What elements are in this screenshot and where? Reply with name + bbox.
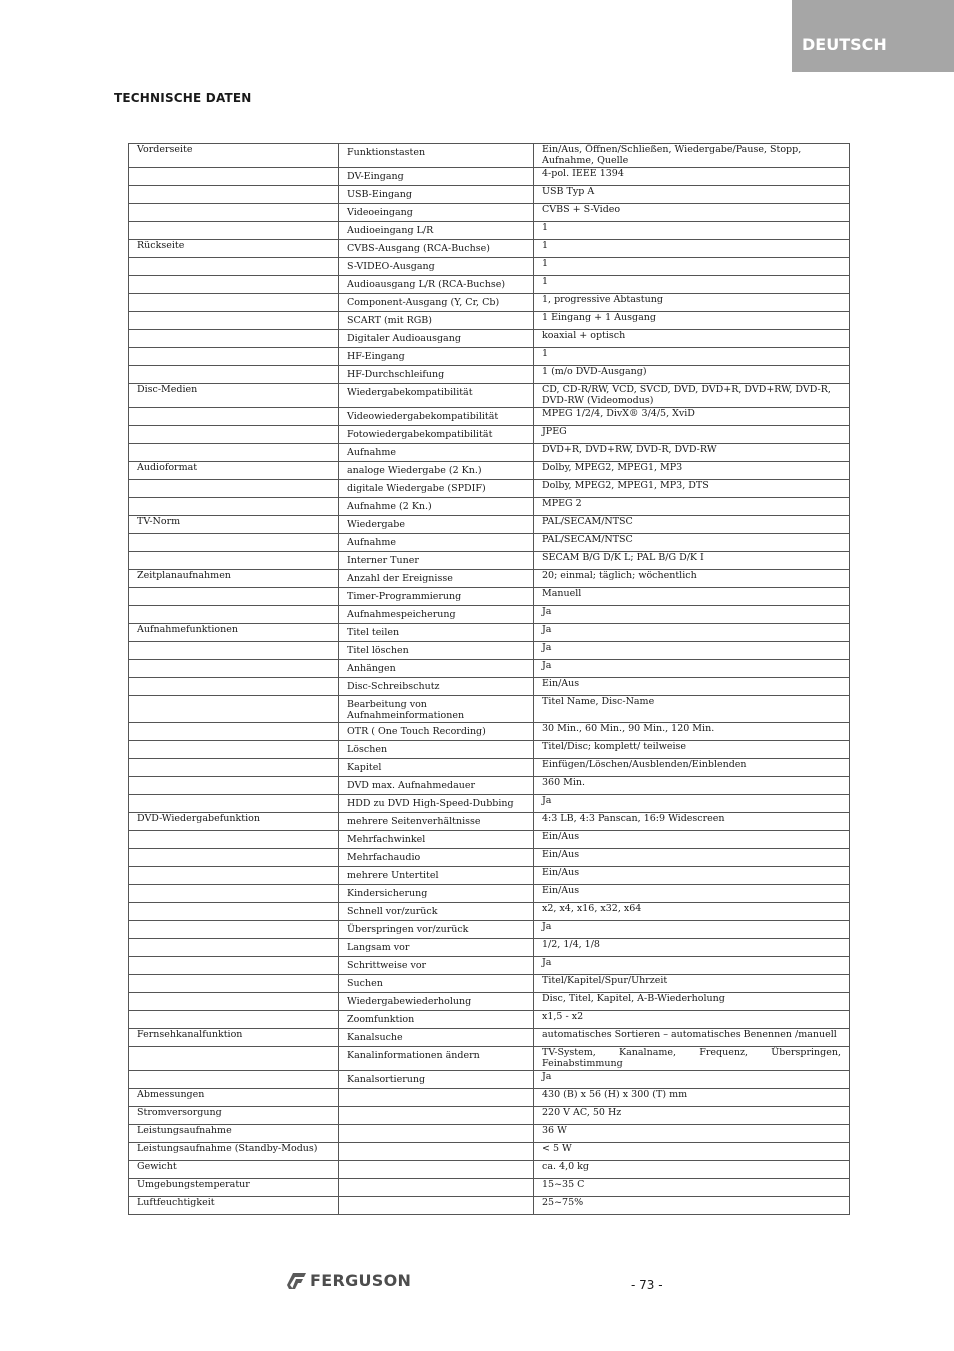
spec-feature: Aufnahmespeicherung xyxy=(339,606,534,624)
table-row xyxy=(129,498,850,516)
spec-value: USB Typ A xyxy=(534,186,850,204)
spec-value: TV-System, Kanalname, Frequenz, Überspringen, Feinabstimmung xyxy=(534,1047,850,1071)
spec-category xyxy=(129,939,339,957)
spec-value: 1 xyxy=(534,348,850,366)
table-row xyxy=(129,144,850,168)
spec-category: Vorderseite xyxy=(129,144,339,168)
spec-feature: Kanalsortierung xyxy=(339,1071,534,1089)
table-row xyxy=(129,831,850,849)
spec-value: CD, CD-R/RW, VCD, SVCD, DVD, DVD+R, DVD+RW, DVD-R, DVD-RW (Videomodus) xyxy=(534,384,850,408)
spec-feature: Component-Ausgang (Y, Cr, Cb) xyxy=(339,294,534,312)
spec-value: automatisches Sortieren – automatisches Benennen /manuell xyxy=(534,1029,850,1047)
spec-category xyxy=(129,777,339,795)
spec-value: ca. 4,0 kg xyxy=(534,1161,850,1179)
spec-category xyxy=(129,498,339,516)
spec-feature: Audioausgang L/R (RCA-Buchse) xyxy=(339,276,534,294)
spec-feature: HF-Durchschleifung xyxy=(339,366,534,384)
spec-feature: Fotowiedergabekompatibilität xyxy=(339,426,534,444)
spec-category xyxy=(129,831,339,849)
spec-value: Ja xyxy=(534,642,850,660)
spec-value: MPEG 2 xyxy=(534,498,850,516)
table-row xyxy=(129,678,850,696)
spec-category xyxy=(129,759,339,777)
spec-category xyxy=(129,348,339,366)
spec-feature: Wiedergabewiederholung xyxy=(339,993,534,1011)
spec-value: 1/2, 1/4, 1/8 xyxy=(534,939,850,957)
spec-category xyxy=(129,885,339,903)
spec-category xyxy=(129,408,339,426)
spec-feature: Videowiedergabekompatibilität xyxy=(339,408,534,426)
spec-value: Ein/Aus xyxy=(534,831,850,849)
spec-feature: Langsam vor xyxy=(339,939,534,957)
table-row xyxy=(129,186,850,204)
spec-value: Ein/Aus, Öffnen/Schließen, Wiedergabe/Pause, Stopp, Aufnahme, Quelle xyxy=(534,144,850,168)
spec-value: 1 (m/o DVD-Ausgang) xyxy=(534,366,850,384)
spec-feature: Kanalsuche xyxy=(339,1029,534,1047)
spec-feature: Überspringen vor/zurück xyxy=(339,921,534,939)
spec-feature: Löschen xyxy=(339,741,534,759)
spec-category: Abmessungen xyxy=(129,1089,339,1107)
spec-value: 1 xyxy=(534,276,850,294)
spec-value: Ja xyxy=(534,660,850,678)
table-row xyxy=(129,408,850,426)
spec-feature: HDD zu DVD High-Speed-Dubbing xyxy=(339,795,534,813)
spec-feature xyxy=(339,1089,534,1107)
spec-value: Ein/Aus xyxy=(534,678,850,696)
spec-feature: mehrere Seitenverhältnisse xyxy=(339,813,534,831)
spec-category: Leistungsaufnahme (Standby-Modus) xyxy=(129,1143,339,1161)
table-row xyxy=(129,204,850,222)
spec-feature: Aufnahme (2 Kn.) xyxy=(339,498,534,516)
spec-feature: Mehrfachaudio xyxy=(339,849,534,867)
spec-feature xyxy=(339,1179,534,1197)
spec-feature: digitale Wiedergabe (SPDIF) xyxy=(339,480,534,498)
spec-feature: Zoomfunktion xyxy=(339,1011,534,1029)
spec-value: Einfügen/Löschen/Ausblenden/Einblenden xyxy=(534,759,850,777)
table-row xyxy=(129,276,850,294)
table-row xyxy=(129,849,850,867)
table-row xyxy=(129,1161,850,1179)
table-row xyxy=(129,921,850,939)
spec-value: 1, progressive Abtastung xyxy=(534,294,850,312)
spec-category xyxy=(129,723,339,741)
spec-value: Titel Name, Disc-Name xyxy=(534,696,850,723)
spec-value: 1 Eingang + 1 Ausgang xyxy=(534,312,850,330)
spec-feature xyxy=(339,1197,534,1215)
spec-value: x1,5 - x2 xyxy=(534,1011,850,1029)
spec-value: Dolby, MPEG2, MPEG1, MP3, DTS xyxy=(534,480,850,498)
spec-category xyxy=(129,168,339,186)
spec-feature: Aufnahme xyxy=(339,534,534,552)
spec-value: Ja xyxy=(534,1071,850,1089)
table-row xyxy=(129,1143,850,1161)
spec-feature: analoge Wiedergabe (2 Kn.) xyxy=(339,462,534,480)
spec-table-body xyxy=(129,144,850,1215)
table-row xyxy=(129,1047,850,1071)
spec-value: 15~35 C xyxy=(534,1179,850,1197)
table-row xyxy=(129,939,850,957)
spec-value: < 5 W xyxy=(534,1143,850,1161)
spec-category xyxy=(129,294,339,312)
table-row xyxy=(129,795,850,813)
spec-category xyxy=(129,534,339,552)
spec-category xyxy=(129,444,339,462)
spec-category xyxy=(129,903,339,921)
spec-feature: Schnell vor/zurück xyxy=(339,903,534,921)
language-label: DEUTSCH xyxy=(802,35,887,54)
spec-feature xyxy=(339,1143,534,1161)
spec-feature: DV-Eingang xyxy=(339,168,534,186)
spec-feature xyxy=(339,1107,534,1125)
spec-category xyxy=(129,642,339,660)
table-row xyxy=(129,312,850,330)
spec-category xyxy=(129,186,339,204)
spec-feature: Suchen xyxy=(339,975,534,993)
spec-feature: Anhängen xyxy=(339,660,534,678)
spec-category xyxy=(129,957,339,975)
spec-category: Rückseite xyxy=(129,240,339,258)
spec-value: 4:3 LB, 4:3 Panscan, 16:9 Widescreen xyxy=(534,813,850,831)
spec-category: Audioformat xyxy=(129,462,339,480)
spec-category xyxy=(129,276,339,294)
spec-value: PAL/SECAM/NTSC xyxy=(534,534,850,552)
spec-value: 1 xyxy=(534,240,850,258)
table-row xyxy=(129,1107,850,1125)
spec-category xyxy=(129,258,339,276)
spec-category xyxy=(129,552,339,570)
spec-feature: Videoeingang xyxy=(339,204,534,222)
spec-value: MPEG 1/2/4, DivX® 3/4/5, XviD xyxy=(534,408,850,426)
spec-category xyxy=(129,741,339,759)
spec-category xyxy=(129,222,339,240)
spec-value: x2, x4, x16, x32, x64 xyxy=(534,903,850,921)
spec-category: DVD-Wiedergabefunktion xyxy=(129,813,339,831)
spec-value: koaxial + optisch xyxy=(534,330,850,348)
spec-feature: Schrittweise vor xyxy=(339,957,534,975)
spec-feature: Wiedergabekompatibilität xyxy=(339,384,534,408)
table-row xyxy=(129,723,850,741)
spec-value: Ein/Aus xyxy=(534,867,850,885)
spec-category: Gewicht xyxy=(129,1161,339,1179)
table-row xyxy=(129,660,850,678)
spec-value: 4-pol. IEEE 1394 xyxy=(534,168,850,186)
spec-value: Ein/Aus xyxy=(534,885,850,903)
spec-category xyxy=(129,330,339,348)
spec-feature: USB-Eingang xyxy=(339,186,534,204)
table-row xyxy=(129,366,850,384)
spec-category: Aufnahmefunktionen xyxy=(129,624,339,642)
spec-category: TV-Norm xyxy=(129,516,339,534)
spec-feature: Kapitel xyxy=(339,759,534,777)
spec-category xyxy=(129,1071,339,1089)
spec-feature: mehrere Untertitel xyxy=(339,867,534,885)
spec-value: Titel/Disc; komplett/ teilweise xyxy=(534,741,850,759)
table-row xyxy=(129,1011,850,1029)
table-row xyxy=(129,168,850,186)
spec-category xyxy=(129,795,339,813)
table-row xyxy=(129,516,850,534)
spec-feature: Interner Tuner xyxy=(339,552,534,570)
spec-category xyxy=(129,678,339,696)
spec-category xyxy=(129,366,339,384)
spec-value: Titel/Kapitel/Spur/Uhrzeit xyxy=(534,975,850,993)
spec-value: 36 W xyxy=(534,1125,850,1143)
spec-category xyxy=(129,993,339,1011)
brand-logo xyxy=(287,1271,411,1290)
spec-value: 430 (B) x 56 (H) x 300 (T) mm xyxy=(534,1089,850,1107)
spec-value: Dolby, MPEG2, MPEG1, MP3 xyxy=(534,462,850,480)
table-row xyxy=(129,1071,850,1089)
table-row xyxy=(129,813,850,831)
spec-feature: Timer-Programmierung xyxy=(339,588,534,606)
spec-category xyxy=(129,849,339,867)
table-row xyxy=(129,348,850,366)
spec-category xyxy=(129,975,339,993)
table-row xyxy=(129,885,850,903)
table-row xyxy=(129,570,850,588)
table-row xyxy=(129,696,850,723)
table-row xyxy=(129,1197,850,1215)
spec-category xyxy=(129,696,339,723)
ferguson-logo-icon xyxy=(287,1272,307,1290)
spec-feature xyxy=(339,1161,534,1179)
table-row xyxy=(129,462,850,480)
table-row xyxy=(129,957,850,975)
spec-feature: Wiedergabe xyxy=(339,516,534,534)
spec-table xyxy=(128,143,850,1215)
spec-value: CVBS + S-Video xyxy=(534,204,850,222)
spec-feature: Funktionstasten xyxy=(339,144,534,168)
spec-value: 360 Min. xyxy=(534,777,850,795)
spec-feature xyxy=(339,1125,534,1143)
table-row xyxy=(129,330,850,348)
spec-feature: Aufnahme xyxy=(339,444,534,462)
table-row xyxy=(129,777,850,795)
spec-value: Ja xyxy=(534,606,850,624)
table-row xyxy=(129,588,850,606)
spec-feature: Titel löschen xyxy=(339,642,534,660)
spec-category xyxy=(129,1011,339,1029)
spec-feature: S-VIDEO-Ausgang xyxy=(339,258,534,276)
table-row xyxy=(129,426,850,444)
spec-feature: Digitaler Audioausgang xyxy=(339,330,534,348)
spec-category: Umgebungstemperatur xyxy=(129,1179,339,1197)
spec-category: Luftfeuchtigkeit xyxy=(129,1197,339,1215)
spec-value: Ja xyxy=(534,795,850,813)
table-row xyxy=(129,867,850,885)
table-row xyxy=(129,1029,850,1047)
spec-value: Manuell xyxy=(534,588,850,606)
table-row xyxy=(129,903,850,921)
spec-feature: Titel teilen xyxy=(339,624,534,642)
spec-value: 1 xyxy=(534,222,850,240)
table-row xyxy=(129,993,850,1011)
spec-value: Ein/Aus xyxy=(534,849,850,867)
spec-category xyxy=(129,204,339,222)
table-row xyxy=(129,222,850,240)
table-row xyxy=(129,1125,850,1143)
table-row xyxy=(129,1089,850,1107)
table-row xyxy=(129,240,850,258)
spec-value: 30 Min., 60 Min., 90 Min., 120 Min. xyxy=(534,723,850,741)
page-number: - 73 - xyxy=(631,1278,663,1292)
spec-value: SECAM B/G D/K L; PAL B/G D/K I xyxy=(534,552,850,570)
table-row xyxy=(129,384,850,408)
table-row xyxy=(129,759,850,777)
spec-value: 25~75% xyxy=(534,1197,850,1215)
table-row xyxy=(129,975,850,993)
spec-feature: HF-Eingang xyxy=(339,348,534,366)
spec-category xyxy=(129,660,339,678)
spec-value: Disc, Titel, Kapitel, A-B-Wiederholung xyxy=(534,993,850,1011)
spec-feature: CVBS-Ausgang (RCA-Buchse) xyxy=(339,240,534,258)
spec-category xyxy=(129,426,339,444)
brand-name: FERGUSON xyxy=(310,1271,412,1290)
spec-value: Ja xyxy=(534,957,850,975)
spec-feature: OTR ( One Touch Recording) xyxy=(339,723,534,741)
table-row xyxy=(129,606,850,624)
spec-category: Zeitplanaufnahmen xyxy=(129,570,339,588)
spec-category xyxy=(129,921,339,939)
table-row xyxy=(129,294,850,312)
spec-value: JPEG xyxy=(534,426,850,444)
spec-feature: SCART (mit RGB) xyxy=(339,312,534,330)
spec-value: PAL/SECAM/NTSC xyxy=(534,516,850,534)
spec-category xyxy=(129,312,339,330)
table-row xyxy=(129,480,850,498)
spec-category xyxy=(129,867,339,885)
spec-feature: Anzahl der Ereignisse xyxy=(339,570,534,588)
spec-feature: Mehrfachwinkel xyxy=(339,831,534,849)
spec-value: 1 xyxy=(534,258,850,276)
spec-feature: DVD max. Aufnahmedauer xyxy=(339,777,534,795)
spec-feature: Kindersicherung xyxy=(339,885,534,903)
spec-category xyxy=(129,1047,339,1071)
spec-category xyxy=(129,480,339,498)
spec-category: Stromversorgung xyxy=(129,1107,339,1125)
spec-category xyxy=(129,588,339,606)
spec-value: 20; einmal; täglich; wöchentlich xyxy=(534,570,850,588)
spec-value: Ja xyxy=(534,624,850,642)
spec-category xyxy=(129,606,339,624)
spec-feature: Kanalinformationen ändern xyxy=(339,1047,534,1071)
table-row xyxy=(129,534,850,552)
spec-value: 220 V AC, 50 Hz xyxy=(534,1107,850,1125)
table-row xyxy=(129,552,850,570)
section-title: TECHNISCHE DATEN xyxy=(114,91,252,105)
spec-feature: Bearbeitung von Aufnahmeinformationen xyxy=(339,696,534,723)
table-row xyxy=(129,642,850,660)
table-row xyxy=(129,444,850,462)
table-row xyxy=(129,741,850,759)
table-row xyxy=(129,1179,850,1197)
language-tab xyxy=(792,0,954,72)
spec-value: Ja xyxy=(534,921,850,939)
spec-category: Fernsehkanalfunktion xyxy=(129,1029,339,1047)
table-row xyxy=(129,624,850,642)
spec-feature: Disc-Schreibschutz xyxy=(339,678,534,696)
spec-feature: Audioeingang L/R xyxy=(339,222,534,240)
spec-category: Leistungsaufnahme xyxy=(129,1125,339,1143)
table-row xyxy=(129,258,850,276)
spec-category: Disc-Medien xyxy=(129,384,339,408)
spec-value: DVD+R, DVD+RW, DVD-R, DVD-RW xyxy=(534,444,850,462)
